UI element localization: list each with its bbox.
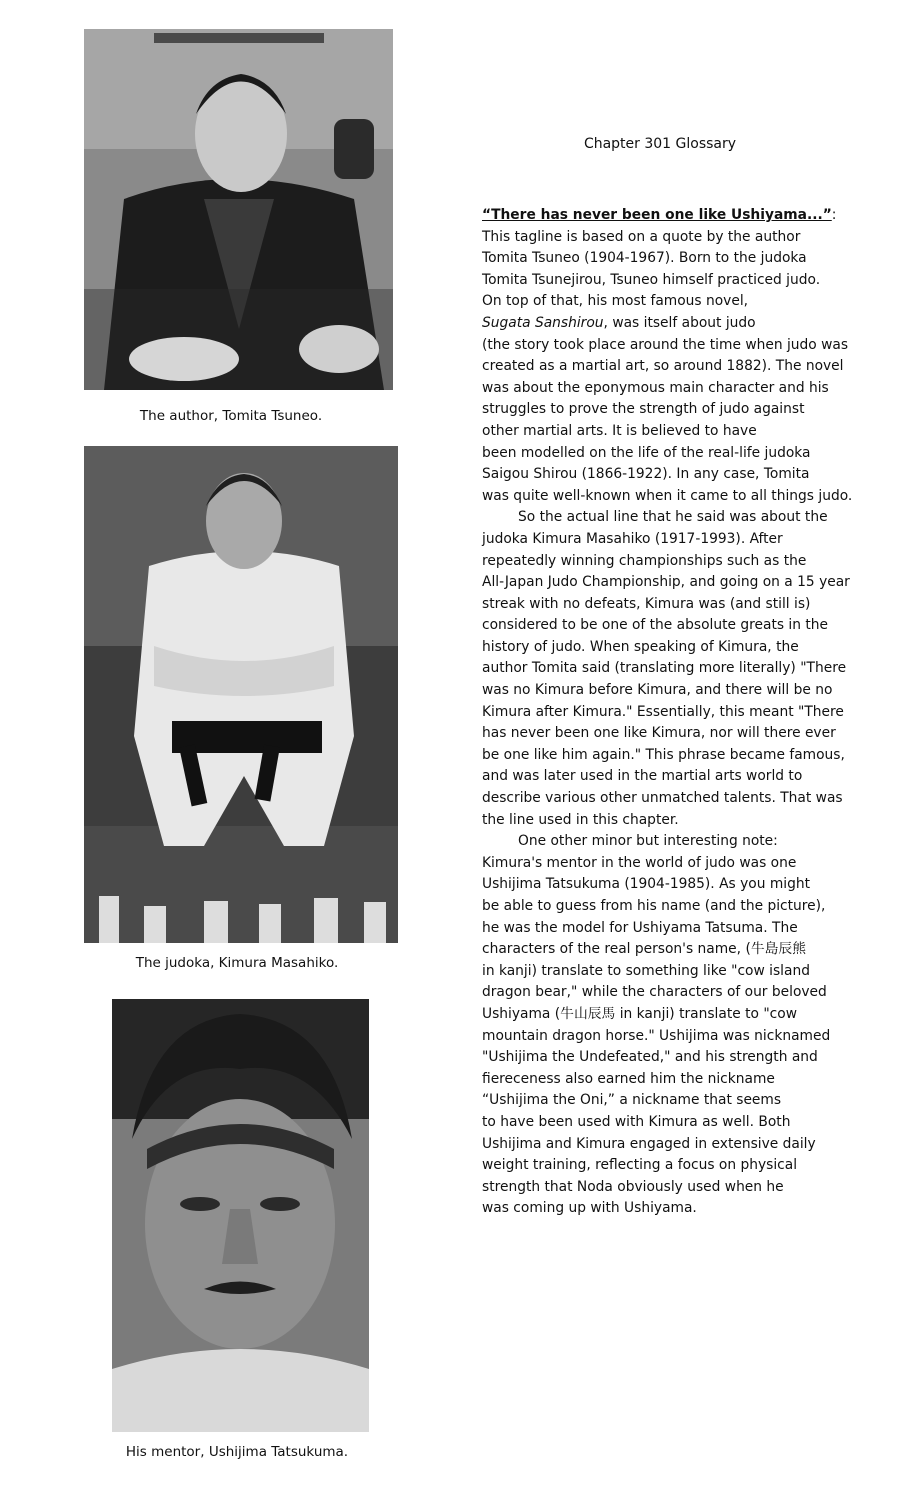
photo-kimura-masahiko-image xyxy=(84,446,398,943)
entry-line: Tomita Tsuneo (1904-1967). Born to the judoka xyxy=(482,250,807,267)
entry-line: One other minor but interesting note: xyxy=(518,833,778,850)
entry-line: been modelled on the life of the real-life judoka xyxy=(482,444,811,461)
entry-line: Ushiyama (牛山辰馬 in kanji) translate to "cow xyxy=(482,1005,797,1022)
entry-heading-colon: : xyxy=(831,207,837,223)
entry-line: So the actual line that he said was about the xyxy=(518,509,828,526)
entry-line: All-Japan Judo Championship, and going on a 15 year xyxy=(482,574,850,591)
photo-ushijima-tatsukuma-image xyxy=(112,999,369,1432)
entry-line: mountain dragon horse." Ushijima was nicknamed xyxy=(482,1027,831,1044)
entry-line: was no Kimura before Kimura, and there will be no xyxy=(482,682,833,699)
entry-line: judoka Kimura Masahiko (1917-1993). After xyxy=(482,530,783,547)
entry-line: characters of the real person's name, (牛島辰熊 xyxy=(482,941,807,958)
novel-suffix: , was itself about judo xyxy=(603,314,756,331)
entry-line: be able to guess from his name (and the picture), xyxy=(482,898,826,914)
entry-line: strength that Noda obviously used when he xyxy=(482,1178,784,1195)
entry-line: has never been one like Kimura, nor will there ever xyxy=(482,725,836,742)
entry-line: describe various other unmatched talents. That was xyxy=(482,790,843,807)
entry-line: was about the eponymous main character and his xyxy=(482,379,829,396)
entry-line: other martial arts. It is believed to have xyxy=(482,422,757,439)
entry-line: repeatedly winning championships such as the xyxy=(482,552,807,569)
entry-line: fiereceness also earned him the nickname xyxy=(482,1070,775,1087)
entry-line: to have been used with Kimura as well. Both xyxy=(482,1113,791,1130)
entry-heading: “There has never been one like Ushiyama...” xyxy=(482,207,832,223)
entry-line: Tomita Tsunejirou, Tsuneo himself practiced judo. xyxy=(482,271,821,288)
caption-ushijima-tatsukuma: His mentor, Ushijima Tatsukuma. xyxy=(125,1444,349,1460)
entry-line: This tagline is based on a quote by the author xyxy=(482,228,801,245)
entry-line: Ushijima and Kimura engaged in extensive daily xyxy=(482,1135,816,1152)
entry-line: struggles to prove the strength of judo against xyxy=(482,401,805,418)
photo-tomita-tsuneo xyxy=(84,29,393,390)
entry-line: Kimura's mentor in the world of judo was one xyxy=(482,854,797,871)
entry-line: "Ushijima the Undefeated," and his strength and xyxy=(482,1049,818,1066)
entry-line: in kanji) translate to something like "cow island xyxy=(482,962,810,979)
photo-ushijima-tatsukuma xyxy=(112,999,369,1432)
entry-heading-line xyxy=(482,205,882,227)
entry-line: Ushijima Tatsukuma (1904-1985). As you might xyxy=(482,876,811,893)
entry-line: considered to be one of the absolute greats in the xyxy=(482,617,829,634)
page-title: Chapter 301 Glossary xyxy=(583,136,737,152)
photo-tomita-tsuneo-image xyxy=(84,29,393,390)
entry-line: “Ushijima the Oni,” a nickname that seems xyxy=(482,1092,782,1109)
entry-line: weight training, reflecting a focus on physical xyxy=(482,1157,798,1174)
entry-line: (the story took place around the time when judo was xyxy=(482,336,849,353)
entry-line: history of judo. When speaking of Kimura, the xyxy=(482,638,799,655)
caption-kimura-masahiko: The judoka, Kimura Masahiko. xyxy=(135,955,339,971)
entry-line: the line used in this chapter. xyxy=(482,811,679,828)
entry-line: and was later used in the martial arts world to xyxy=(482,768,803,785)
entry-line: On top of that, his most famous novel, xyxy=(482,293,749,310)
entry-line: Kimura after Kimura." Essentially, this meant "There xyxy=(482,703,844,720)
entry-line: author Tomita said (translating more literally) "There xyxy=(482,660,847,677)
entry-line: Saigou Shirou (1866-1922). In any case, Tomita xyxy=(482,466,810,483)
entry-line: he was the model for Ushiyama Tatsuma. The xyxy=(482,919,798,936)
entry-line: was coming up with Ushiyama. xyxy=(482,1200,697,1217)
entry-line: be one like him again." This phrase became famous, xyxy=(482,746,845,763)
entry-line: dragon bear," while the characters of our beloved xyxy=(482,984,827,1001)
photo-kimura-masahiko xyxy=(84,446,398,943)
entry-line: was quite well-known when it came to all things judo. xyxy=(482,487,853,504)
entry-line-novel xyxy=(482,313,882,335)
entry-line: created as a martial art, so around 1882). The novel xyxy=(482,358,844,375)
entry-line: streak with no defeats, Kimura was (and still is) xyxy=(482,595,811,612)
glossary-entry xyxy=(482,205,882,1220)
caption-tomita-tsuneo: The author, Tomita Tsuneo. xyxy=(139,408,323,424)
novel-title: Sugata Sanshirou xyxy=(482,314,604,331)
